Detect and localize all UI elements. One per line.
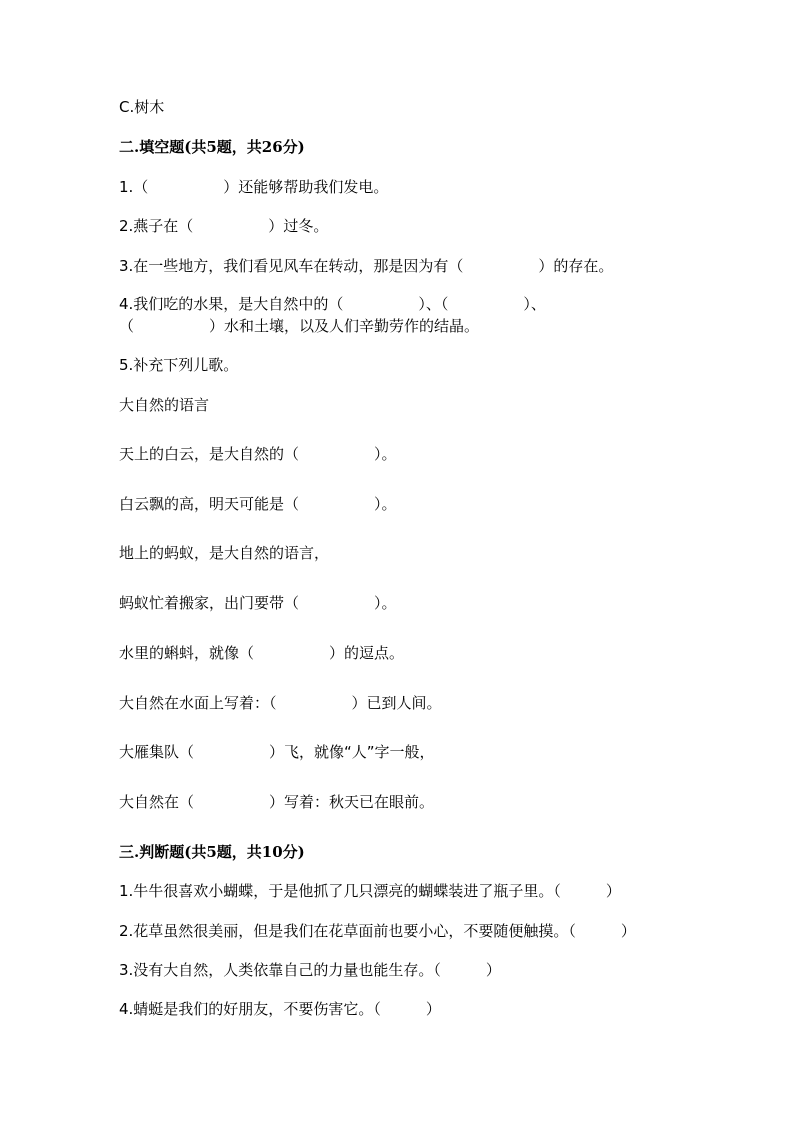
fill-question-5: 5.补充下列儿歌。: [119, 356, 239, 374]
judge-question-2: 2.花草虽然很美丽，但是我们在花草面前也要小心，不要随便触摸。（ ）: [119, 922, 636, 940]
poem-line: 水里的蝌蚪，就像（ ）的逗点。: [119, 644, 405, 662]
judge-question-4: 4.蜻蜓是我们的好朋友，不要伤害它。（ ）: [119, 1000, 441, 1018]
poem-line: 蚂蚁忙着搬家，出门要带（ ）。: [119, 594, 397, 612]
poem-line: 地上的蚂蚁，是大自然的语言，: [119, 544, 330, 562]
fill-question-4-line-1: 4.我们吃的水果，是大自然中的（ ）、（ ）、: [119, 295, 546, 313]
poem-title: 大自然的语言: [119, 396, 210, 414]
section-2-heading: 二.填空题(共5题，共26分): [119, 138, 305, 156]
judge-question-3: 3.没有大自然，人类依靠自己的力量也能生存。（ ）: [119, 961, 501, 979]
poem-line: 白云飘的高，明天可能是（ ）。: [119, 495, 397, 513]
poem-line: 大雁集队（ ）飞，就像“人”字一般，: [119, 743, 435, 761]
judge-question-1: 1.牛牛很喜欢小蝴蝶，于是他抓了几只漂亮的蝴蝶装进了瓶子里。（ ）: [119, 882, 621, 900]
poem-line: 天上的白云，是大自然的（ ）。: [119, 445, 397, 463]
fill-question-1: 1.（ ）还能够帮助我们发电。: [119, 178, 389, 196]
fill-question-2: 2.燕子在（ ）过冬。: [119, 217, 329, 235]
poem-line: 大自然在水面上写着：（ ）已到人间。: [119, 694, 442, 712]
fill-question-4-line-2: （ ）水和土壤，以及人们辛勤劳作的结晶。: [119, 317, 480, 335]
poem-line: 大自然在（ ）写着：秋天已在眼前。: [119, 793, 435, 811]
fill-question-3: 3.在一些地方，我们看见风车在转动，那是因为有（ ）的存在。: [119, 257, 614, 275]
section-3-heading: 三.判断题(共5题，共10分): [119, 843, 305, 861]
option-c: C.树木: [119, 98, 165, 116]
